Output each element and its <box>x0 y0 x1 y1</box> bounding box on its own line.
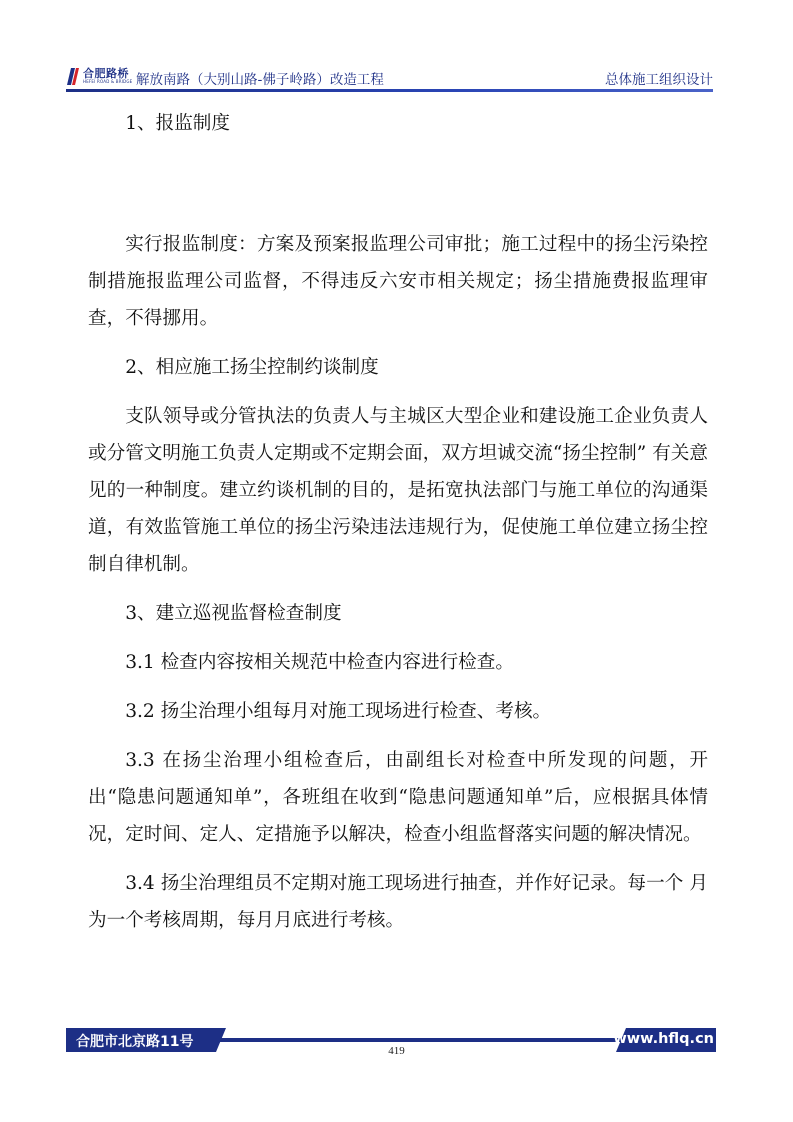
section-heading-2: 2、相应施工扬尘控制约谈制度 <box>125 357 379 378</box>
document-title: 总体施工组织设计 <box>605 72 713 88</box>
section-heading-1: 1、报监制度 <box>125 113 230 134</box>
project-title: 解放南路（大别山路-佛子岭路）改造工程 <box>136 72 384 88</box>
paragraph-3-2: 3.2 扬尘治理小组每月对施工现场进行检查、考核。 <box>125 701 552 722</box>
paragraph-3-4: 3.4 扬尘治理组员不定期对施工现场进行抽查，并作好记录。每一个 月为一个考核周期，每月月底进行考核。 <box>88 873 708 931</box>
footer-address: 合肥市北京路11号 <box>76 1034 194 1050</box>
paragraph-interview: 支队领导或分管执法的负责人与主城区大型企业和建设施工企业负责人或分管文明施工负责人定期或不定期会面，双方坦诚交流“扬尘控制” 有关意见的一种制度。建立约谈机制的目的，是拓宽执法部门与施工单位的沟通渠道，有效监管施工单位的扬尘污染违法违规行为，促使施工单位建立扬尘控制自律机制。 <box>88 406 708 575</box>
page-header <box>66 64 713 92</box>
logo-subtext: HEFEI ROAD & BRIDGE <box>83 79 133 84</box>
header-divider <box>66 89 713 92</box>
section-heading-3: 3、建立巡视监督检查制度 <box>125 603 342 624</box>
blank-line <box>88 142 708 216</box>
paragraph-3-1: 3.1 检查内容按相关规范中检查内容进行检查。 <box>125 652 514 673</box>
footer-website: www.hflq.cn <box>613 1031 714 1047</box>
company-logo <box>66 64 136 90</box>
logo-text: 合肥路桥 <box>83 67 129 80</box>
paragraph-3-3: 3.3 在扬尘治理小组检查后，由副组长对检查中所发现的问题，开出“隐患问题通知单”，各班组在收到“隐患问题通知单”后，应根据具体情况，定时间、定人、定措施予以解决，检查小组监督落实问题的解决情况。 <box>88 750 708 845</box>
paragraph-reporting: 实行报监制度：方案及预案报监理公司审批；施工过程中的扬尘污染控制措施报监理公司监督，不得违反六安市相关规定；扬尘措施费报监理审查，不得挪用。 <box>88 234 708 329</box>
logo-mark-icon <box>66 66 80 86</box>
document-body <box>88 105 708 939</box>
page-number: 419 <box>388 1045 405 1057</box>
